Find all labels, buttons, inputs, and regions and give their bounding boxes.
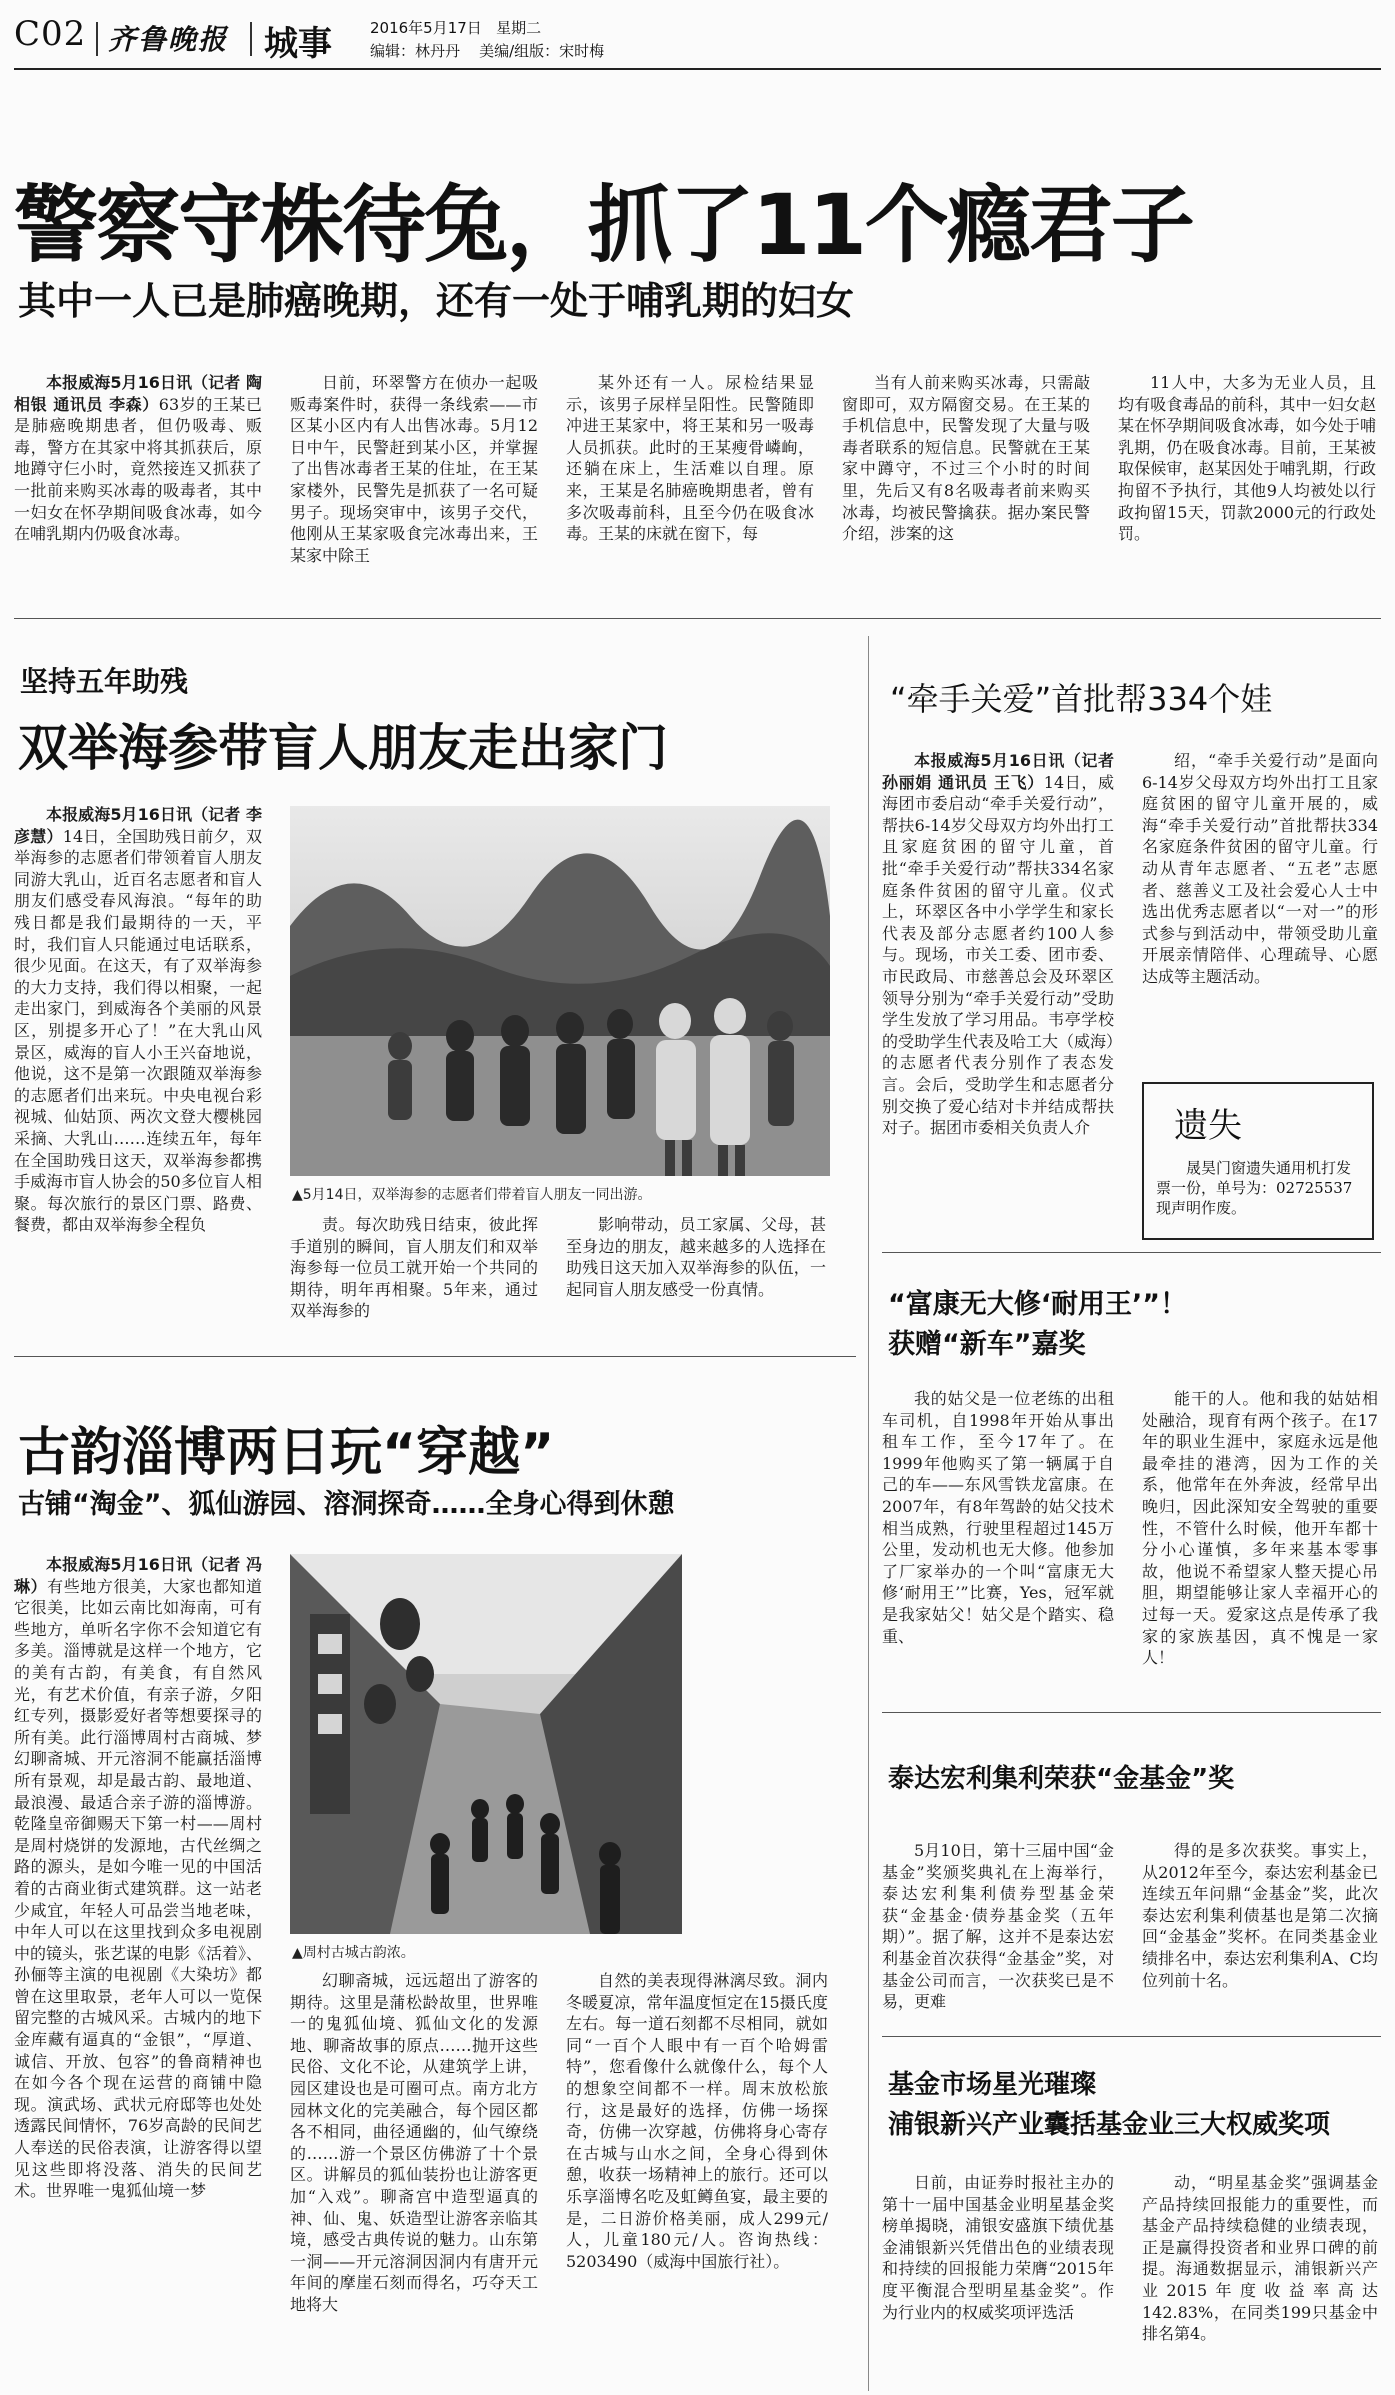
story5-col1 [14,1554,262,2392]
story2-col2 [290,1214,538,1322]
story3-text-1: 14日，威海团市委启动“牵手关爱行动”，帮扶6-14岁父母双方均外出打工且家庭贫困的留守儿童，首批“牵手关爱行动”帮扶334名家庭条件贫困的留守儿童。仪式上，环翠区各中小学学生和家长代表及部分志愿者约100人参与。现场，市关工委、团市委、市民政局、市慈善总会及环翠区领导分别为“牵手关爱行动”受助学生发放了学习用品。韦亭学校的受助学生代表及哈工大（威海）的志愿者代表分别作了表态发言。会后，受助学生和志愿者分别交换了爱心结对卡并结成帮扶对子。据团市委相关负责人介 [882,772,1115,1138]
story1-text-4: 当有人前来购买冰毒，只需敲窗即可，双方隔窗交易。在王某的手机信息中，民警发现了大量与吸毒者联系的短信息。民警就在王某家中蹲守，不过三个小时的时间里，先后又有8名吸毒者前来购买冰毒，均被民警擒获。据办案民警介绍，涉案的这 [842,373,1090,544]
header-divider [96,22,98,56]
story2-headline: 双举海参带盲人朋友走出家门 [18,719,668,777]
story6-bottom-rule [882,2036,1381,2037]
editor: 编辑：林丹丹 [370,42,461,60]
story5-headline: 古韵淄博两日玩“穿越” [18,1423,555,1483]
story5-col3 [566,1970,828,2272]
story4-text-1: 我的姑父是一位老练的出租车司机，自1998年开始从事出租车工作，至今17年了。在1999年他购买了第一辆属于自己的车——东风雪铁龙富康。在2007年，有8年驾龄的姑父技术相当成熟，行驶里程超过145万公里，发动机也无大修。他参加了厂家举办的一个叫“富康无大修‘耐用王’”比赛，Yes，冠军就是我家姑父！姑父是个踏实、稳重、 [882,1389,1114,1646]
story1-text-1: 63岁的王某已是肺癌晚期患者，但仍吸毒、贩毒，警方在其家中将其抓获后，原地蹲守仨小时，竟然接连又抓获了一批前来购买冰毒的吸毒者，其中一妇女在怀孕期间吸食冰毒，如今在哺乳期内仍吸食冰毒。 [14,394,262,544]
story6-col1 [882,1840,1114,2013]
story1-col1 [14,372,262,545]
story4-bottom-rule [882,1712,1381,1713]
story1-col3 [566,372,814,545]
weekday: 星期二 [496,19,542,37]
editor-line [370,40,604,61]
story1-text-2: 日前，环翠警方在侦办一起吸贩毒案件时，获得一条线索——市区某小区内有人出售冰毒。5月12日中午，民警赶到某小区，并掌握了出售冰毒者王某的住址，在王某家楼外，民警先是抓获了一名可疑男子。现场突审中，该男子交代，他刚从王某家吸食完冰毒出来，王某家中除王 [290,373,538,565]
story6-text-2: 得的是多次获奖。事实上，从2012年至今，泰达宏利基金已连续五年问鼎“金基金”奖，此次泰达宏利集利债基也是第二次摘回“金基金”奖杯。在同类基金业绩排名中，泰达宏利集利A、C均位列前十名。 [1142,1841,1378,1990]
story2-col3 [566,1214,826,1300]
story4-headline-1: “富康无大修‘耐用王’”！ [888,1289,1188,1320]
blind-walk-photo-illustration [290,806,830,1176]
date: 2016年5月17日 [370,19,482,37]
story2-bottom-rule [14,1356,856,1357]
story6-headline: 泰达宏利集利荣获“金基金”奖 [888,1764,1235,1794]
story7-headline-2: 浦银新兴产业囊括基金业三大权威奖项 [888,2110,1331,2140]
story7-text-2: 动，“明星基金奖”强调基金产品持续回报能力的重要性，而基金产品持续稳健的业绩表现，正是赢得投资者和业界口碑的前提。海通数据显示，浦银新兴产业2015年度收益率高达142.83%，在同类199只基金中排名第4。 [1142,2173,1378,2344]
lost-notice-text: 晟昊门窗遗失通用机打发票一份，单号为：02725537现声明作废。 [1156,1159,1353,1217]
story4-col1 [882,1388,1114,1647]
story7-col1 [882,2172,1114,2390]
header-divider-2 [250,22,252,56]
right-column-divider [868,636,869,2391]
story2-byline: 本报威海5月16日讯（记者 李彦慧） [14,805,262,846]
story3-col2 [1142,750,1378,988]
story2-text-3: 影响带动，员工家属、父母，甚至身边的朋友，越来越多的人选择在助残日这天加入双举海参的队伍，一起同盲人朋友感受一份真情。 [566,1215,826,1299]
lost-notice-box [1142,1082,1374,1240]
designer: 美编/组版：宋时梅 [479,42,605,60]
issue-date [370,17,541,38]
story5-byline: 本报威海5月16日讯（记者 冯琳） [14,1555,262,1596]
story7-text-1: 日前，由证券时报社主办的第十一届中国基金业明星基金奖榜单揭晓，浦银安盛旗下绩优基金浦银新兴凭借出色的业绩表现和持续的回报能力荣膺“2015年度平衡混合型明星基金奖”。作为行业内的权威奖项评选活 [882,2173,1114,2322]
story1-bottom-rule [14,618,1381,619]
story3-col1 [882,750,1114,1139]
story4-text-2: 能干的人。他和我的姑姑相处融洽，现育有两个孩子。在17年的职业生涯中，家庭永远是他最牵挂的港湾，因为工作的关系，他常年在外奔波，经常早出晚归，因此深知安全驾驶的重要性，不管什么时候，他开车都十分小心谨慎，多年来基本零事故，他说不希望家人整天提心吊胆，期望能够让家人幸福开心的过每一天。爱家这点是传承了我家的家族基因，真不愧是一家人！ [1142,1389,1378,1668]
story1-col4 [842,372,1090,545]
story5-text-3: 自然的美表现得淋漓尽致。洞内冬暖夏凉，常年温度恒定在15摄氏度左右。每一道石刻都不尽相同，就如同“一百个人眼中有一百个哈姆雷特”，您看像什么就像什么，每个人的想象空间都不一样。周末放松旅行，这是最好的选择，仿佛一场探奇，仿佛一次穿越，仿佛将身心寄存在古城与山水之间，全身心得到休憩，收获一场精神上的旅行。还可以乐享淄博名吃及虹鳟鱼宴，最主要的是，二日游价格美丽，成人299元/人，儿童180元/人。咨询热线：5203490（威海中国旅行社）。 [566,1971,828,2271]
story2-col1 [14,804,262,1344]
story2-text-1: 14日，全国助残日前夕，双举海参的志愿者们带领着盲人朋友同游大乳山，近百名志愿者和盲人朋友们感受春风海浪。“每年的助残日都是我们最期待的一天，平时，我们盲人只能通过电话联系，很少见面。在这天，有了双举海参的大力支持，我们得以相聚，一起走出家门，到威海各个美丽的风景区，别提多开心了！”在大乳山风景区，威海的盲人小王兴奋地说，他说，这不是第一次跟随双举海参的志愿者们出来玩。中央电视台彩视城、仙姑顶、两次文登大樱桃园采摘、大乳山……连续五年，每年在全国助残日这天，双举海参都携手威海市盲人协会的50多位盲人相聚。每次旅行的景区门票、路费、餐费，都由双举海参全程负 [14,826,262,1235]
story5-text-1: 有些地方很美，大家也都知道它很美，比如云南比如海南，可有些地方，单听名字你不会知道它有多美。淄博就是这样一个地方，它的美有古韵，有美食，有自然风光，有艺术价值，有亲子游，夕阳红专列，摄影爱好者等想要探寻的所有美。此行淄博周村古商城、梦幻聊斋城、开元溶洞不能赢括淄博所有景观，却是最古韵、最地道、最浪漫、最适合亲子游的淄博游。乾隆皇帝御赐天下第一村——周村是周村烧饼的发源地，古代丝绸之路的源头，是如今唯一见的中国活着的古商业街式建筑群。这一站老少咸宜，年轻人可品尝当地老味，中年人可以在这里找到众多电视剧中的镜头，张艺谋的电影《活着》、孙俪等主演的电视剧《大染坊》都曾在这里取景，老年人可以一览保留完整的古城风采。古城内的地下金库藏有逼真的“金银”，“厚道、诚信、开放、包容”的鲁商精神也在如今各个现在运营的商铺中隐现。演武场、武状元府邸等也处处透露民间情怀，76岁高龄的民间艺人奉送的民俗表演，让游客得以望见这些即将没落、消失的民间艺术。世界唯一鬼狐仙境一梦 [14,1576,262,2201]
story7-headline-1: 基金市场星光璀璨 [888,2070,1097,2100]
zhoucun-caption: ▲周村古城古韵浓。 [292,1945,415,1961]
story2-kicker: 坚持五年助残 [20,665,189,698]
story6-col2 [1142,1840,1378,1991]
story2-text-2: 责。每次助残日结束，彼此挥手道别的瞬间，盲人朋友们和双举海参每一位员工就开始一个共同的期待，明年再相聚。5年来，通过双举海参的 [290,1215,538,1321]
zhoucun-street-illustration [290,1554,682,1934]
story7-col2 [1142,2172,1378,2390]
story1-subhead: 其中一人已是肺癌晚期，还有一处于哺乳期的妇女 [18,279,855,323]
story4-col2 [1142,1388,1378,1669]
story3-bottom-rule [882,1252,1381,1253]
page-code: C02 [14,14,87,54]
story1-text-5: 11人中，大多为无业人员，且均有吸食毒品的前科，其中一妇女赵某在怀孕期间吸食冰毒，如今处于哺乳期，仍在吸食冰毒。目前，王某被取保候审，赵某因处于哺乳期，行政拘留不予执行，其他9人均被处以行政拘留15天，罚款2000元的行政处罚。 [1118,373,1376,544]
story5-subhead: 古铺“淘金”、狐仙游园、溶洞探奇……全身心得到休憩 [18,1489,675,1520]
blind-walk-photo [290,806,830,1176]
story1-headline: 警察守株待兔，抓了11个瘾君子 [14,176,1193,274]
story1-col2 [290,372,538,566]
story4-headline-2: 获赠“新车”嘉奖 [888,1329,1086,1360]
blind-walk-caption: ▲5月14日，双举海参的志愿者们带着盲人朋友一同出游。 [292,1187,652,1203]
story6-text-1: 5月10日，第十三届中国“金基金”奖颁奖典礼在上海举行，泰达宏利集利债券型基金荣获“金基金·债券基金奖（五年期）”。据了解，这并不是泰达宏利基金首次获得“金基金”奖，对基金公司而言，一次获奖已是不易，更难 [882,1841,1114,2012]
header-rule [14,68,1381,70]
story5-col2 [290,1970,538,2390]
story1-text-3: 某外还有一人。尿检结果显示，该男子尿样呈阳性。民警随即冲进王某家中，将王某和另一吸毒人员抓获。此时的王某瘦骨嶙峋，还躺在床上，生活难以自理。原来，王某是名肺癌晚期患者，曾有多次吸毒前科，且至今仍在吸食冰毒。王某的床就在窗下，每 [566,373,814,544]
story3-byline: 本报威海5月16日讯（记者 孙丽娟 通讯员 王飞） [882,751,1114,792]
zhoucun-street-photo [290,1554,682,1934]
paper-logo: 齐鲁晚报 [108,23,229,56]
story3-headline: “牵手关爱”首批帮334个娃 [890,680,1273,718]
story1-byline: 本报威海5月16日讯（记者 陶相银 通讯员 李森） [14,373,262,414]
story5-text-2: 幻聊斋城，远远超出了游客的期待。这里是蒲松龄故里，世界唯一的鬼狐仙境、狐仙文化的发源地、聊斋故事的原点……抛开这些民俗、文化不论，从建筑学上讲，园区建设也是可圈可点。南方北方园林文化的完美融合，每个园区都各不相同，曲径通幽的，仙气缭绕的……游一个景区仿佛游了十个景区。讲解员的狐仙装扮也让游客更加“入戏”。聊斋宫中造型逼真的神、仙、鬼、妖造型让游客亲临其境，感受古典传说的魅力。山东第一洞——开元溶洞因洞内有唐开元年间的摩崖石刻而得名，巧夺天工地将大 [290,1971,538,2314]
story3-text-2: 绍，“牵手关爱行动”是面向6-14岁父母双方均外出打工且家庭贫困的留守儿童开展的，威海“牵手关爱行动”首批帮扶334名家庭条件贫困的留守儿童。行动从青年志愿者、“五老”志愿者、慈善义工及社会爱心人士中选出优秀志愿者以“一对一”的形式参与到活动中，带领受助儿童开展亲情陪伴、心理疏导、心愿达成等主题活动。 [1142,751,1378,986]
story1-col5 [1118,372,1376,545]
section-name: 城事 [264,24,332,64]
lost-notice-title: 遗失 [1174,1106,1242,1146]
